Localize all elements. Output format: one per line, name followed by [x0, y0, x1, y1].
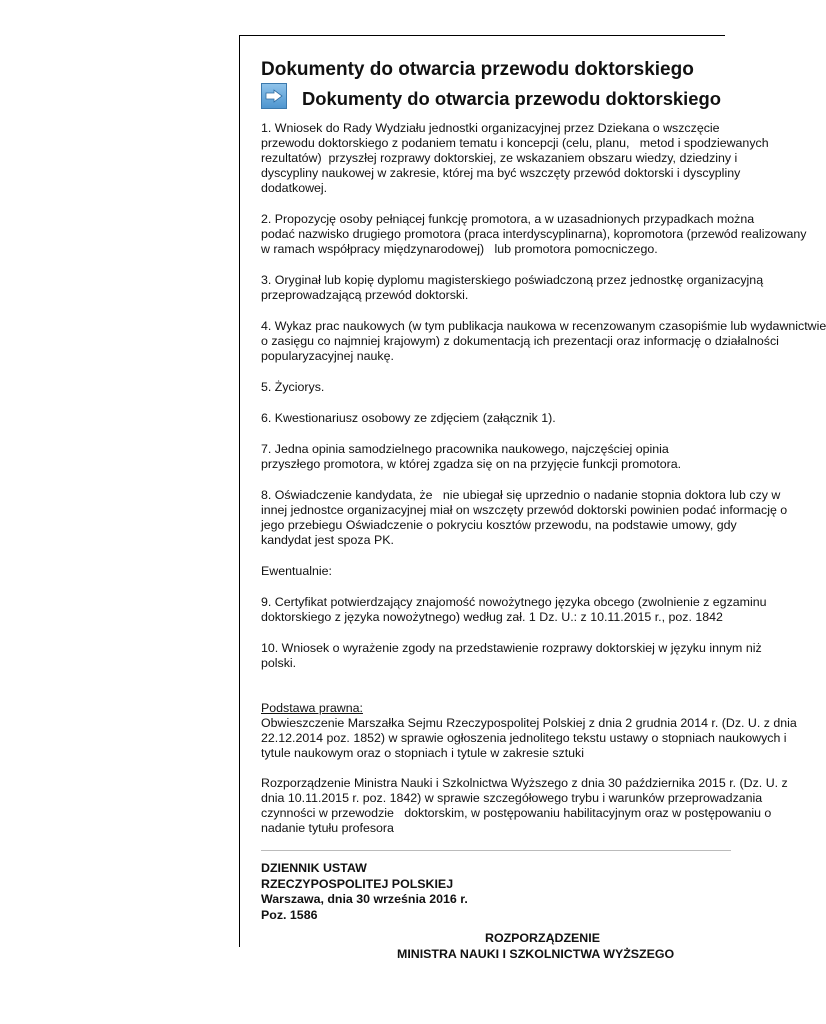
- list-item-line: przyszłego promotora, w której zgadza się on na przyjęcie funkcji promotora.: [261, 457, 682, 471]
- divider: [261, 850, 731, 851]
- page-subtitle: Dokumenty do otwarcia przewodu doktorskiego: [302, 88, 721, 109]
- requirements-list: [261, 121, 826, 671]
- list-item-line: 5. Życiorys.: [261, 380, 325, 394]
- dziennik-line-4: Poz. 1586: [261, 907, 318, 922]
- dziennik-block: [261, 861, 781, 923]
- list-item-line: popularyzacyjnej naukę.: [261, 349, 394, 363]
- list-item: [261, 564, 781, 579]
- list-item: [261, 411, 781, 426]
- list-item-line: 10. Wniosek o wyrażenie zgody na przedstawienie rozprawy doktorskiej w języku innym niż: [261, 641, 762, 655]
- document-content: [261, 58, 826, 962]
- legal-basis-heading: Podstawa prawna:: [261, 701, 363, 715]
- legal-paragraph-2-line: dnia 10.11.2015 r. poz. 1842) w sprawie szczegółowego trybu i warunków przeprowadzania: [261, 791, 763, 805]
- legal-paragraph-1-line: Obwieszczenie Marszałka Sejmu Rzeczypospolitej Polskiej z dnia 2 grudnia 2014 r. (Dz. U. z dnia: [261, 716, 797, 730]
- list-item-line: o zasięgu co najmniej krajowym) z dokumentacją ich prezentacji oraz informację o działalności: [261, 334, 779, 348]
- legal-paragraph-2-line: czynności w przewodzie doktorskim, w postępowaniu habilitacyjnym oraz w postępowaniu o: [261, 806, 772, 820]
- list-item: [261, 121, 781, 196]
- list-item-line: jego przebiegu Oświadczenie o pokryciu kosztów przewodu, na podstawie umowy, gdy: [261, 518, 737, 532]
- list-item-line: innej jednostce organizacyjnej miał on wszczęty przewód doktorski powinien podać informację o: [261, 503, 788, 517]
- list-item-line: rezultatów) przyszłej rozprawy doktorskiej, ze wskazaniem obszaru wiedzy, dziedziny i: [261, 151, 738, 165]
- list-item-line: w ramach współpracy międzynarodowej) lub promotora pomocniczego.: [261, 242, 658, 256]
- page-top-border: [239, 35, 725, 36]
- arrow-right-icon: [261, 83, 287, 109]
- list-item-line: 8. Oświadczenie kandydata, że nie ubiegał się uprzednio o nadanie stopnia doktora lub czy w: [261, 488, 781, 502]
- list-item-line: 1. Wniosek do Rady Wydziału jednostki organizacyjnej przez Dziekana o wszczęcie: [261, 121, 720, 135]
- list-item-line: 4. Wykaz prac naukowych (w tym publikacja naukowa w recenzowanym czasopiśmie lub wydawnictwie: [261, 319, 826, 333]
- list-item: [261, 595, 781, 625]
- list-item-line: przewodu doktorskiego z podaniem tematu i koncepcji (celu, planu, metod i spodziewanych: [261, 136, 769, 150]
- list-item: [261, 273, 781, 303]
- list-item-line: doktorskiego z języka nowożytnego) według zał. 1 Dz. U.: z 10.11.2015 r., poz. 1842: [261, 610, 723, 624]
- list-item-line: przeprowadzającą przewód doktorski.: [261, 288, 469, 302]
- rozporzadzenie-line-1: ROZPORZĄDZENIE: [485, 931, 600, 945]
- list-item: [261, 319, 826, 364]
- list-item-line: dyscypliny naukowej w zakresie, której ma być wszczęty przewód doktorski i dyscypliny: [261, 166, 741, 180]
- dziennik-line-1: DZIENNIK USTAW: [261, 861, 367, 875]
- list-item-line: 6. Kwestionariusz osobowy ze zdjęciem (załącznik 1).: [261, 411, 556, 425]
- list-item: [261, 212, 807, 257]
- legal-paragraph-2-line: nadanie tytułu profesora: [261, 821, 394, 835]
- list-item-line: polski.: [261, 656, 297, 670]
- dziennik-line-3: Warszawa, dnia 30 września 2016 r.: [261, 892, 468, 906]
- subheading-row: [261, 83, 781, 109]
- list-item: [261, 641, 781, 671]
- list-item-line: podać nazwisko drugiego promotora (praca interdyscyplinarna), kopromotora (przewód realizowany: [261, 227, 807, 241]
- dziennik-line-2: RZECZYPOSPOLITEJ POLSKIEJ: [261, 876, 454, 891]
- list-item-line: dodatkowej.: [261, 181, 328, 195]
- page-left-border: [239, 35, 240, 947]
- legal-paragraph-1: [261, 716, 797, 761]
- list-item-line: Ewentualnie:: [261, 564, 332, 578]
- legal-paragraph-2-line: Rozporządzenie Ministra Nauki i Szkolnictwa Wyższego z dnia 30 października 2015 r. (Dz. U. z: [261, 776, 788, 790]
- legal-paragraph-1-line: tytule naukowym oraz o stopniach i tytule w zakresie sztuki: [261, 746, 584, 760]
- list-item-line: 7. Jedna opinia samodzielnego pracownika naukowego, najczęściej opinia: [261, 442, 669, 456]
- list-item-line: kandydat jest spoza PK.: [261, 533, 394, 547]
- legal-paragraph-1-line: 22.12.2014 poz. 1852) w sprawie ogłoszenia jednolitego tekstu ustawy o stopniach naukowych i: [261, 731, 787, 745]
- rozporzadzenie-line-2: MINISTRA NAUKI I SZKOLNICTWA WYŻSZEGO: [397, 946, 675, 961]
- list-item-line: 2. Propozycję osoby pełniącej funkcję promotora, a w uzasadnionych przypadkach można: [261, 212, 755, 226]
- page-title: Dokumenty do otwarcia przewodu doktorskiego: [261, 59, 694, 80]
- list-item-line: 9. Certyfikat potwierdzający znajomość nowożytnego języka obcego (zwolnienie z egzaminu: [261, 595, 767, 609]
- legal-paragraph-2: [261, 776, 788, 836]
- list-item: [261, 442, 781, 472]
- list-item: [261, 488, 788, 548]
- list-item: [261, 380, 781, 395]
- list-item-line: 3. Oryginał lub kopię dyplomu magisterskiego poświadczoną przez jednostkę organizacyjną: [261, 273, 764, 287]
- rozporzadzenie-block: [261, 931, 781, 962]
